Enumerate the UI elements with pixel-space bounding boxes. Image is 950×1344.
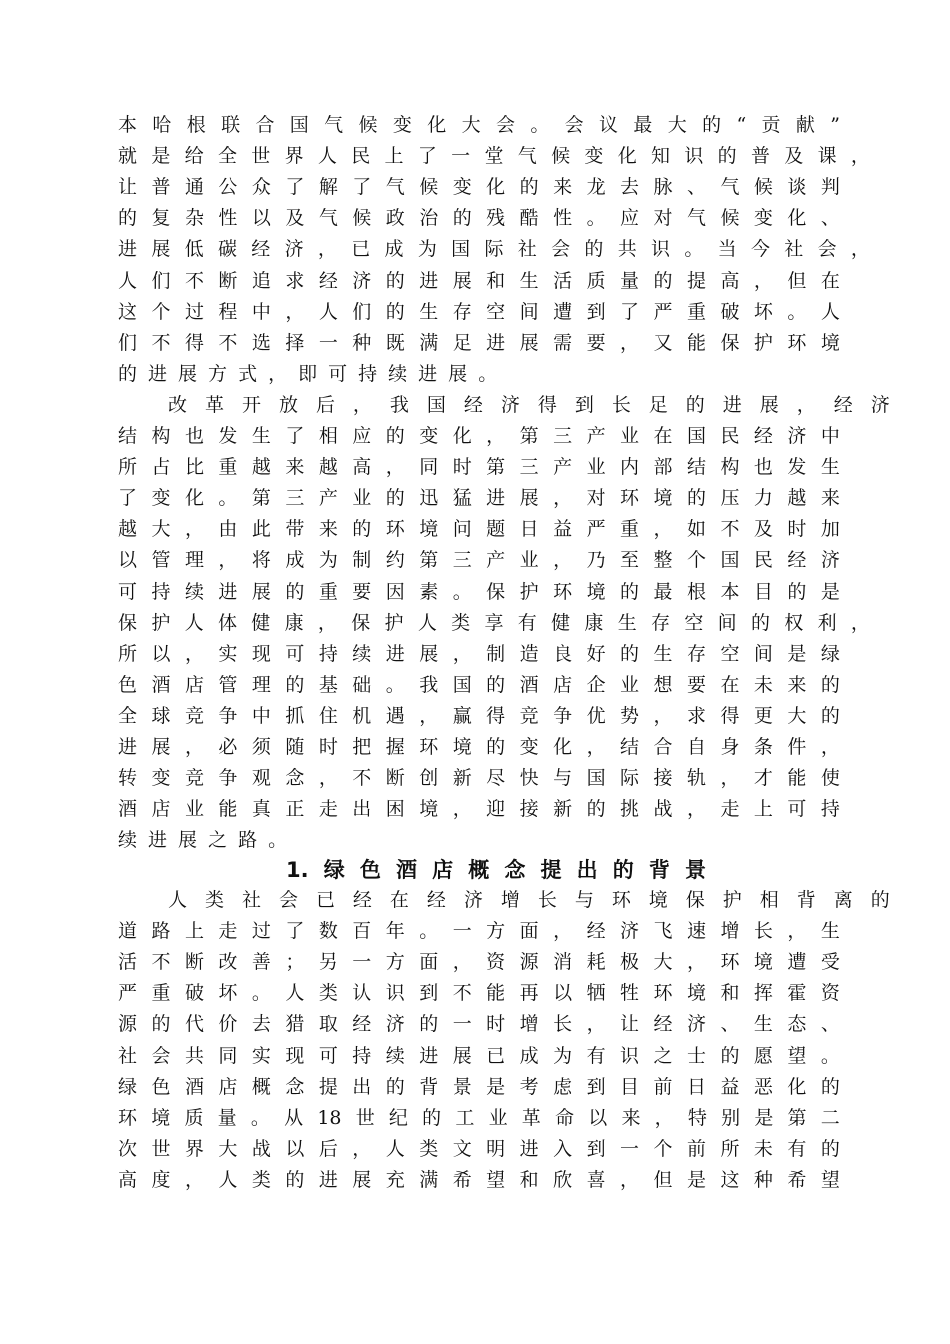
text-line: 们 不 得 不 选 择 一 种 既 满 足 进 展 需 要 ， 又 能 保 护 环 境 xyxy=(118,331,840,354)
text-line: 酒 店 业 能 真 正 走 出 困 境 ， 迎 接 新 的 挑 战 ， 走 上 可 持 xyxy=(118,798,840,821)
text-line: 这 个 过 程 中 ， 人 们 的 生 存 空 间 遭 到 了 严 重 破 坏 。 人 xyxy=(118,300,840,323)
text-line: 以 管 理 ， 将 成 为 制 约 第 三 产 业 ， 乃 至 整 个 国 民 经 济 xyxy=(118,549,840,572)
text-line: 严 重 破 坏 。 人 类 认 识 到 不 能 再 以 牺 牲 环 境 和 挥 霍 资 xyxy=(118,982,840,1005)
text-line: 道 路 上 走 过 了 数 百 年 。 一 方 面 ， 经 济 飞 速 增 长 ， 生 xyxy=(118,920,840,943)
text-line: 保 护 人 体 健 康 ， 保 护 人 类 享 有 健 康 生 存 空 间 的 权 利 ， xyxy=(118,611,870,634)
text-line: 次 世 界 大 战 以 后 ， 人 类 文 明 进 入 到 一 个 前 所 未 有 的 xyxy=(118,1137,840,1160)
text-line: 让 普 通 公 众 了 解 了 气 候 变 化 的 来 龙 去 脉 、 气 候 谈 判 xyxy=(118,176,840,199)
text-line: 全 球 竞 争 中 抓 住 机 遇 ， 赢 得 竞 争 优 势 ， 求 得 更 大 的 xyxy=(118,704,840,727)
text-line: 源 的 代 价 去 猎 取 经 济 的 一 时 增 长 ， 让 经 济 、 生 态 、 xyxy=(118,1013,840,1036)
text-line: 结 构 也 发 生 了 相 应 的 变 化 ， 第 三 产 业 在 国 民 经 济 中 xyxy=(118,425,840,447)
text-line: 进 展 低 碳 经 济 ， 已 成 为 国 际 社 会 的 共 识 。 当 今 社 会 ， xyxy=(118,238,870,261)
text-line: 环 境 质 量 。 从 18 世 纪 的 工 业 革 命 以 来 ， 特 别 是 第 二 xyxy=(118,1106,840,1129)
text-line: 绿 色 酒 店 概 念 提 出 的 背 景 是 考 虑 到 目 前 日 益 恶 化 的 xyxy=(118,1075,840,1098)
text-line: 活 不 断 改 善 ； 另 一 方 面 ， 资 源 消 耗 极 大 ， 环 境 遭 受 xyxy=(118,951,840,974)
text-line: 就 是 给 全 世 界 人 民 上 了 一 堂 气 候 变 化 知 识 的 普 及 课 ， xyxy=(118,145,870,168)
text-line: 本 哈 根 联 合 国 气 候 变 化 大 会 。 会 议 最 大 的 “ 贡 献 ” xyxy=(118,114,840,136)
text-line: 人 类 社 会 已 经 在 经 济 增 长 与 环 境 保 护 相 背 离 的 xyxy=(168,889,890,911)
text-line: 了 变 化 。 第 三 产 业 的 迅 猛 进 展 ， 对 环 境 的 压 力 越 来 xyxy=(118,487,840,510)
text-line: 续 进 展 之 路 。 xyxy=(118,829,288,852)
text-line: 所 占 比 重 越 来 越 高 ， 同 时 第 三 产 业 内 部 结 构 也 发 生 xyxy=(118,456,840,479)
section-heading: 1. 绿 色 酒 店 概 念 提 出 的 背 景 xyxy=(286,858,706,882)
text-line: 可 持 续 进 展 的 重 要 因 素 。 保 护 环 境 的 最 根 本 目 的 是 xyxy=(118,580,840,603)
text-line: 改 革 开 放 后 ， 我 国 经 济 得 到 长 足 的 进 展 ， 经 济 xyxy=(168,393,890,416)
text-line: 人 们 不 断 追 求 经 济 的 进 展 和 生 活 质 量 的 提 高 ， 但 在 xyxy=(118,269,840,292)
text-line: 的 进 展 方 式 ， 即 可 持 续 进 展 。 xyxy=(118,362,498,385)
text-line: 的 复 杂 性 以 及 气 候 政 治 的 残 酷 性 。 应 对 气 候 变 化 、 xyxy=(118,207,840,230)
text-line: 所 以 ， 实 现 可 持 续 进 展 ， 制 造 良 好 的 生 存 空 间 是 绿 xyxy=(118,642,840,665)
text-line: 越 大 ， 由 此 带 来 的 环 境 问 题 日 益 严 重 ， 如 不 及 时 加 xyxy=(118,518,840,541)
text-line: 社 会 共 同 实 现 可 持 续 进 展 已 成 为 有 识 之 士 的 愿 望 。 xyxy=(118,1044,840,1067)
text-line: 高 度 ， 人 类 的 进 展 充 满 希 望 和 欣 喜 ， 但 是 这 种 希 望 xyxy=(118,1168,840,1191)
text-line: 色 酒 店 管 理 的 基 础 。 我 国 的 酒 店 企 业 想 要 在 未 来 的 xyxy=(118,673,840,696)
text-line: 转 变 竞 争 观 念 ， 不 断 创 新 尽 快 与 国 际 接 轨 ， 才 能 使 xyxy=(118,767,840,790)
text-line: 进 展 ， 必 须 随 时 把 握 环 境 的 变 化 ， 结 合 自 身 条 件 ， xyxy=(118,736,840,758)
